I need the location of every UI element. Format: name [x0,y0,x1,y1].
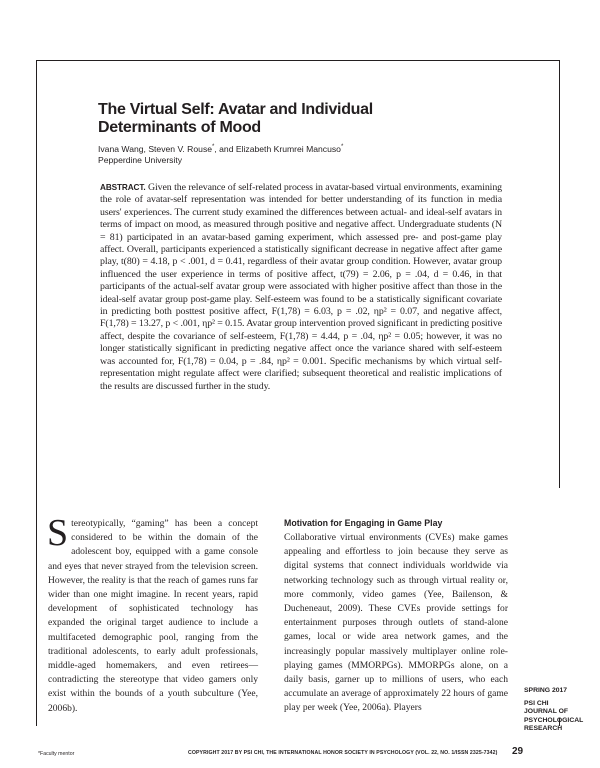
page-number: 29 [512,746,524,757]
abstract-label: ABSTRACT. [100,183,146,192]
issue-season: SPRING 2017 [524,687,568,694]
author-list [98,142,518,155]
body-right-column [284,517,508,716]
journal-name-line-4: RESEARCH [524,725,563,733]
right-column-text: Collaborative virtual environments (CVEs) make games appealing and effortless to join because they serve as digital systems that connect individuals worldwide via networking technology such as through virtual reality or, more commonly, video games (Yee, Bailenson, & Ducheneaut, 2009). These CVEs provide settings for entertainment purposes through outlets of stand-alone games, local or wide area network games, and the increasingly popular massively multiplayer online role-playing games (MMORPGs). MMORPGs alone, on a daily basis, garner up to millions of users, who each accumulate an average of approximately 22 hours of game play per week (Yee, 2006a). Players [284,532,508,714]
author-names-1: Ivana Wang, Steven V. Rouse [98,143,213,154]
author-block [98,142,518,167]
left-column-text: tereotypically, “gaming” has been a concept considered to be within the domain of the adolescent boy, equipped with a game console and eyes that never strayed from the television screen. However, the reality is that the reach of games runs far wider than one might imagine. In recent years, rapid development of sophisticated technology has expanded the original target audience to include a multifaceted demographic pool, ranging from the traditional adolescents, to early adult professionals, middle-aged homemakers, and even retirees—contradicting the stereotype that video gamers only exist within the bounds of a youth subculture (Yee, 2006b). [48,518,258,714]
journal-sidebar [524,687,600,734]
faculty-mark-2: * [340,144,344,150]
title-line-2: Determinants of Mood [98,119,261,136]
faculty-footnote: *Faculty mentor [38,751,75,757]
journal-name-line-2: JOURNAL OF [524,708,569,716]
section-heading: Motivation for Engaging in Game Play [284,518,443,528]
copyright-line: COPYRIGHT 2017 BY PSI CHI, THE INTERNATIONAL HONOR SOCIETY IN PSYCHOLOGY (VOL. 22, NO. 1/ISSN 2325-7342) [188,750,498,756]
faculty-mark-1: * [212,144,215,150]
article-title [98,101,518,137]
title-line-1: The Virtual Self: Avatar and Individual [98,101,373,118]
drop-cap: S [47,512,69,554]
frame-gap-right [518,488,562,718]
journal-name-line-1: PSI CHI [524,699,549,707]
body-left-column [47,512,258,716]
affiliation: Pepperdine University [98,155,183,166]
abstract-body: Given the relevance of self-related process in avatar-based virtual environments, examining the role of avatar-self representation was intended for better understanding of its function in media users' experiences. The current study examined the differences between actual- and ideal-self avatars in terms of impact on mood, as measured through positive and negative affect. Undergraduate students (N = 81) participated in an avatar-based gaming experiment, which assessed pre- and post-game play affect. Overall, participants experienced a statistically significant decrease in negative affect after game play, t(80) = 4.18, p < .001, d = 0.41, regardless of their avatar group condition. However, avatar group influenced the user experience in terms of positive affect, t(79) = 2.06, p = .04, d = 0.46, in that participants of the actual-self avatar group were associated with higher positive affect than those in the ideal-self avatar group post-game play. Self-esteem was found to be a statistically significant covariate in predicting both posttest positive affect, F(1,78) = 6.03, p = .02, ηp² = 0.07, and negative affect, F(1,78) = 13.27, p < .001, ηp² = 0.15. Avatar group intervention proved significant in predicting positive affect, despite the covariance of self-esteem, F(1,78) = 4.44, p = .04, ηp² = 0.05; however, it was no longer statistically significant in predicting negative affect once the variance shared with self-esteem was accounted for, F(1,78) = 0.04, p = .84, ηp² = 0.001. Specific mechanisms by which virtual self-representation might regulate affect were clarified; subsequent theoretical and realistic implications of the results are discussed further in the study. [100,182,502,392]
abstract [100,182,502,393]
journal-name-line-3: PSYCHOLOGICAL [524,716,584,724]
author-names-2: , and Elizabeth Krumrei Mancuso [214,143,341,154]
